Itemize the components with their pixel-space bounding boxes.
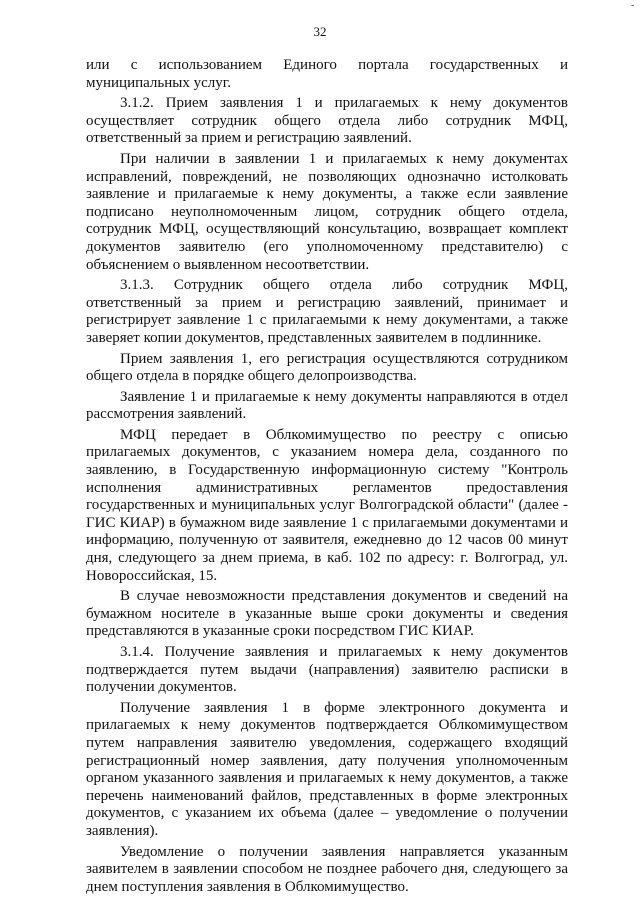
paragraph-electronic-receipt: Получение заявления 1 в форме электронного документа и прилагаемых к нему документов подтверждается Облкомимуществом путем направления заявителю уведомления, содержащего входящий регистрационный номер заявления, дату получения уполномоченным органом указанного заявления и прилагаемых к нему документов, а также перечень наименований файлов, представленных в форме электронных документов, с указанием их объема (далее – уведомление о получении заявления). <box>86 699 568 839</box>
paragraph-registration: Прием заявления 1, его регистрация осуществляются сотрудником общего отдела в порядке общего делопроизводства. <box>86 350 568 385</box>
corner-mark: - <box>631 0 635 11</box>
paragraph-3-1-3: 3.1.3. Сотрудник общего отдела либо сотрудник МФЦ, ответственный за прием и регистрацию заявлений, принимает и регистрирует заявление 1 с прилагаемыми к нему документами, а также заверяет копии документов, представленных заявителем в подлиннике. <box>86 277 568 346</box>
body-text <box>86 57 568 899</box>
page-number: 32 <box>313 24 327 39</box>
paragraph-notification: Уведомление о получении заявления направляется указанным заявителем в заявлении способом не позднее рабочего дня, следующего за днем поступления заявления в Облкомимущество. <box>86 843 568 895</box>
paragraph-corrections: При наличии в заявлении 1 и прилагаемых к нему документах исправлений, повреждений, не позволяющих однозначно истолковать заявление и прилагаемые к нему документы, а также если заявление подписано неуполномоченным лицом, сотрудник общего отдела, сотрудник МФЦ, осуществляющий консультацию, возвращает комплект документов заявителю (его уполномоченному представителю) с объяснением о выявленном несоответствии. <box>86 150 568 273</box>
paragraph-3-1-4: 3.1.4. Получение заявления и прилагаемых к нему документов подтверждается путем выдачи (направления) заявителю расписки в получении документов. <box>86 644 568 696</box>
paragraph-forwarding: Заявление 1 и прилагаемые к нему документы направляются в отдел рассмотрения заявлений. <box>86 388 568 423</box>
paragraph-continuation: или с использованием Единого портала государственных и муниципальных услуг. <box>86 57 568 91</box>
paragraph-3-1-2: 3.1.2. Прием заявления 1 и прилагаемых к нему документов осуществляет сотрудник общего отдела либо сотрудник МФЦ, ответственный за прием и регистрацию заявлений. <box>86 95 568 147</box>
paragraph-mfc-transfer: МФЦ передает в Облкомимущество по реестру с описью прилагаемых документов, с указанием номера дела, созданного по заявлению, в Государственную информационную систему "Контроль исполнения административных регламентов предоставления государственных и муниципальных услуг Волгоградской области" (далее - ГИС КИАР) в бумажном виде заявление 1 с прилагаемыми документами и информацию, полученную от заявителя, ежедневно до 12 часов 00 минут дня, следующего за днем приема, в каб. 102 по адресу: г. Волгоград, ул. Новороссийская, 15. <box>86 426 568 584</box>
paragraph-gis-kiar: В случае невозможности представления документов и сведений на бумажном носителе в указанные выше сроки документы и сведения представляются в указанные сроки посредством ГИС КИАР. <box>86 588 568 640</box>
